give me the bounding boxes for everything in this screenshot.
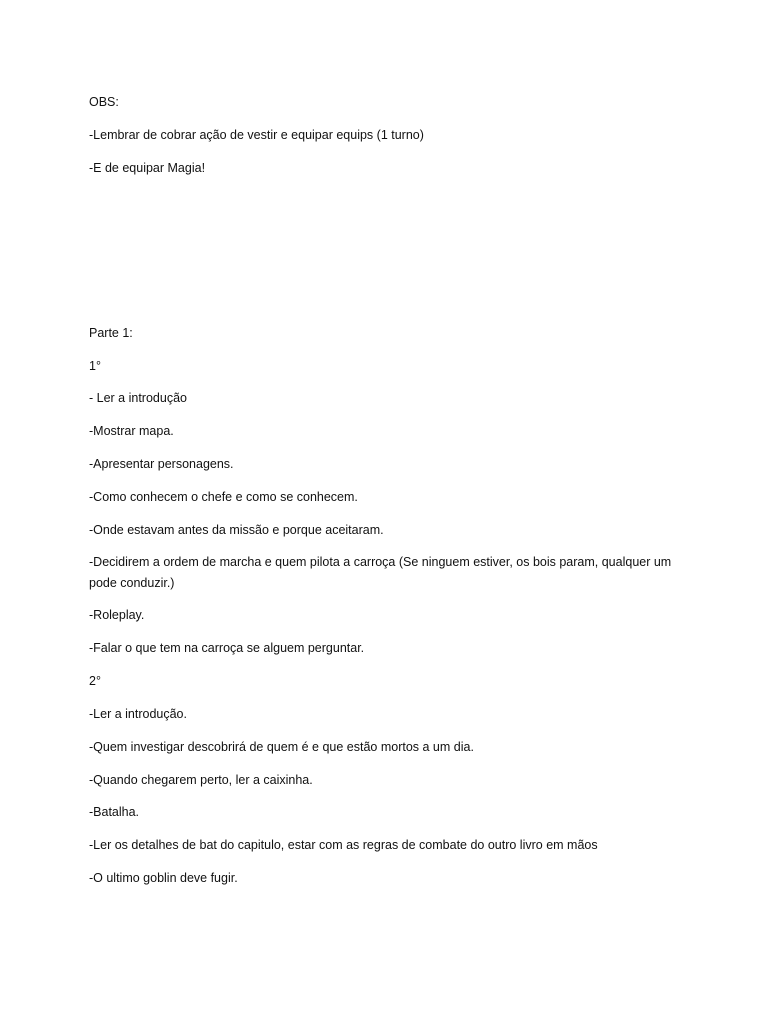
step-1-heading: 1°: [89, 359, 101, 373]
list-item: -Ler os detalhes de bat do capitulo, estar com as regras de combate do outro livro em mãos: [89, 838, 598, 852]
list-item: -Mostrar mapa.: [89, 424, 174, 438]
list-item: -Como conhecem o chefe e como se conhecem.: [89, 490, 358, 504]
list-item: -Batalha.: [89, 805, 140, 819]
list-item: -Quando chegarem perto, ler a caixinha.: [89, 773, 313, 787]
list-item: -Apresentar personagens.: [89, 457, 234, 471]
list-item: -Falar o que tem na carroça se alguem perguntar.: [89, 641, 365, 655]
list-item: -Onde estavam antes da missão e porque aceitaram.: [89, 523, 384, 537]
list-item: -Roleplay.: [89, 608, 145, 622]
part-1-heading: Parte 1:: [89, 326, 133, 340]
obs-note-equip-magic: -E de equipar Magia!: [89, 161, 206, 175]
obs-heading: OBS:: [89, 95, 119, 109]
step-2-heading: 2°: [89, 674, 101, 688]
list-item: -Decidirem a ordem de marcha e quem pilota a carroça (Se ninguem estiver, os bois param, qualquer um pode conduzir.): [89, 555, 672, 590]
list-item: -O ultimo goblin deve fugir.: [89, 871, 238, 885]
list-item: - Ler a introdução: [89, 391, 187, 405]
obs-note-equip-action: -Lembrar de cobrar ação de vestir e equipar equips (1 turno): [89, 128, 424, 142]
list-item: -Quem investigar descobrirá de quem é e que estão mortos a um dia.: [89, 740, 474, 754]
list-item: -Ler a introdução.: [89, 707, 187, 721]
